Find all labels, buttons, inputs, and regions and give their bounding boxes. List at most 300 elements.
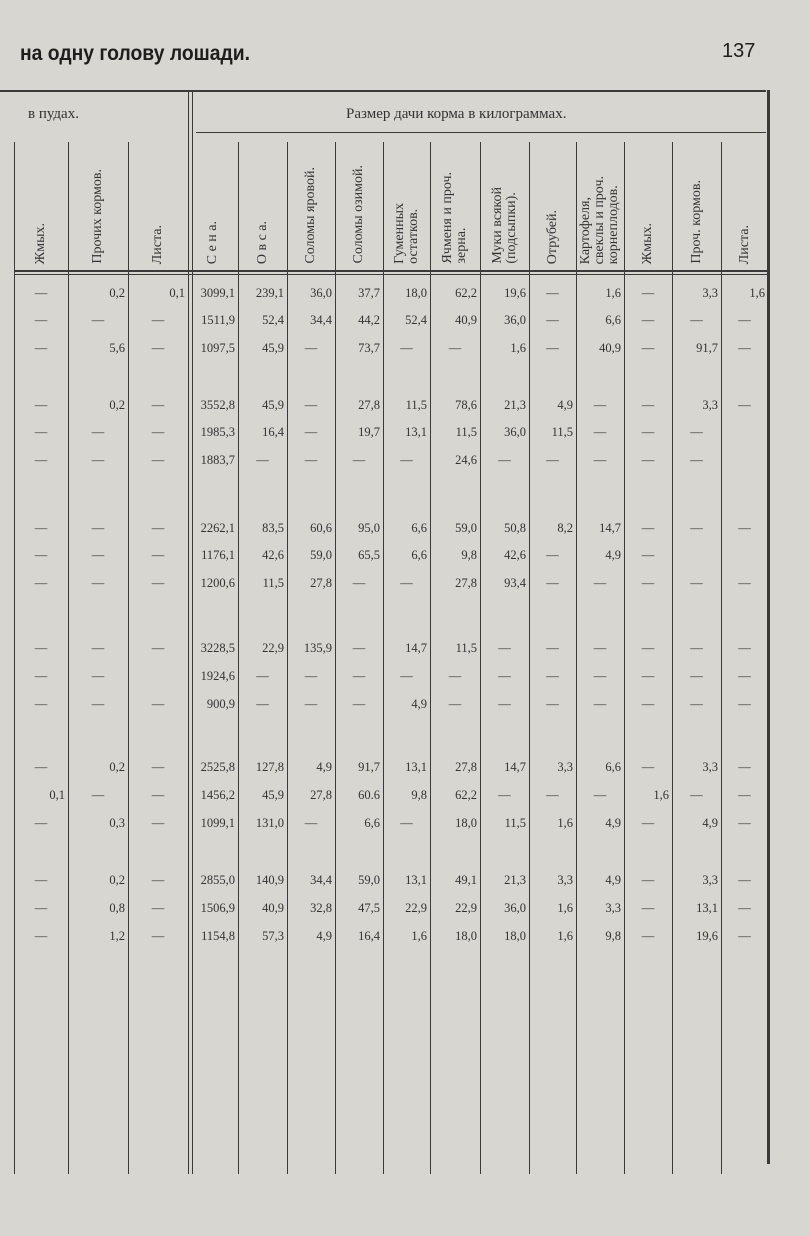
table-cell: — [352,697,366,711]
table-cell: 11,5 [504,816,526,830]
table-cell: 24,6 [455,453,477,467]
table-cell: — [400,453,413,467]
table-cell: 1176,1 [201,548,235,562]
column-header-label: О в с а. [254,220,270,264]
table-cell: — [151,641,165,655]
table-cell: — [34,760,48,774]
table-cell: — [304,816,318,830]
table-cell: — [352,669,366,683]
table-cell: — [256,669,269,683]
table-cell: — [34,521,48,535]
table-cell: — [593,669,607,683]
table-cell: — [641,669,655,683]
table-cell: 22,9 [262,641,284,655]
table-cell: 37,7 [358,286,380,300]
table-cell: 4,9 [702,816,718,830]
table-cell: 19,7 [358,425,380,439]
table-cell: — [151,341,165,355]
table-cell: — [738,873,751,887]
column-header-otrubey [529,136,576,264]
column-header-kartofelya [576,136,624,264]
table-cell: 5,6 [109,341,125,355]
table-cell: — [738,669,751,683]
column-header-label: Прочих кормов. [90,169,105,264]
table-cell: 1456,2 [200,788,235,802]
page-header [0,34,810,74]
table-cell: 6,6 [605,313,621,327]
table-cell: — [546,669,559,683]
table-cell: 65,5 [358,548,380,562]
table-cell: 59,0 [455,521,477,535]
table-cell: — [498,641,511,655]
table-cell: 3,3 [702,286,718,300]
table-cell: 14,7 [405,641,427,655]
table-cell: — [34,929,48,943]
table-cell: — [738,760,751,774]
table-cell: 1511,9 [201,313,235,327]
table-cell: — [151,313,165,327]
table-cell: — [91,669,105,683]
table-cell: — [690,576,703,590]
column-header-label: Ячменя и проч. зерна. [440,172,469,264]
column-header-label: С е н а. [205,220,220,264]
table-cell: 78,6 [455,398,477,412]
table-cell: 34,4 [310,873,332,887]
table-cell: — [151,425,165,439]
column-header-label: Гуменных остатков. [391,203,421,264]
table-cell: — [304,341,318,355]
table-cell: 22,9 [405,901,427,915]
page-number: 137 [722,40,756,62]
table-cell: 40,9 [262,901,284,915]
table-cell: 3,3 [702,760,718,774]
table-cell: 0,2 [109,286,125,300]
table-cell: — [738,576,751,590]
table-cell: — [641,641,655,655]
table-cell: 95,0 [358,521,380,535]
table-cell: 11,5 [262,576,284,590]
table-cell: 52,4 [405,313,427,327]
table-cell: 3228,5 [200,641,235,655]
table-cell: — [641,425,655,439]
table-cell: 3,3 [605,901,621,915]
table-cell: 4,9 [316,760,332,774]
column-header-label: Соломы озимой. [351,165,366,264]
table-cell: — [593,788,607,802]
table-cell: 0,1 [169,286,185,300]
table-cell: — [546,697,559,711]
table-cell: — [738,341,751,355]
table-cell: — [34,398,48,412]
table-cell: — [34,548,48,562]
table-cell: — [738,641,751,655]
table-cell: 1097,5 [200,341,235,355]
table-cell: 27,8 [455,760,477,774]
table-cell: 11,5 [405,398,427,412]
table-cell: — [498,453,511,467]
table-cell: — [34,313,48,327]
table-cell: — [546,548,559,562]
table-cell: 36,0 [504,901,526,915]
table-cell: — [34,341,48,355]
table-cell: 19,6 [696,929,718,943]
column-header-label: Жмых. [33,222,48,264]
table-cell: 239,1 [255,286,284,300]
column-header-muki [480,136,529,264]
table-cell: 6,6 [364,816,380,830]
table-cell: 1,6 [653,788,669,802]
table-cell: — [91,697,105,711]
table-cell: 13,1 [696,901,718,915]
column-header-prochikh_p [68,136,128,264]
table-cell: — [690,641,703,655]
table-cell: 1506,9 [200,901,235,915]
column-header-solomy_yar [287,136,335,264]
table-cell: — [738,697,751,711]
table-cell: — [256,697,269,711]
rule-group-divider [196,132,766,133]
table-cell: 50,8 [504,521,526,535]
group-title-kilograms: Размер дачи корма в килограммах. [346,106,567,122]
table-cell: — [593,697,607,711]
table-cell: 1099,1 [200,816,235,830]
table-cell: — [34,641,48,655]
table-cell: 4,9 [605,816,621,830]
table-cell: 13,1 [405,425,427,439]
table-cell: 44,2 [358,313,380,327]
table-cell: — [690,425,703,439]
table-cell: 1154,8 [201,929,235,943]
table-cell: — [498,788,511,802]
table-cell: 6,6 [411,548,427,562]
table-cell: 22,9 [455,901,477,915]
table-cell: 36,0 [310,286,332,300]
table-cell: — [641,760,655,774]
table-cell: 1,6 [557,901,573,915]
table-cell: 3,3 [557,760,573,774]
table-cell: — [641,313,655,327]
table-cell: 0,2 [109,873,125,887]
table-cell: — [498,669,511,683]
table-cell: 45,9 [262,341,284,355]
column-header-solomy_oz [335,136,383,264]
table-cell: — [304,453,318,467]
table-cell: — [593,398,607,412]
table-cell: 3,3 [702,398,718,412]
column-header-sena [188,136,238,264]
table-cell: 1,6 [411,929,427,943]
table-cell: 18,0 [504,929,526,943]
table-cell: 9,8 [605,929,621,943]
column-header-label: Листа. [150,224,165,264]
table-cell: 0,2 [109,760,125,774]
column-header-lista_p [128,136,188,264]
table-cell: — [593,641,607,655]
table-cell: 131,0 [255,816,284,830]
table-cell: 16,4 [262,425,284,439]
table-cell: — [304,398,318,412]
table-cell: — [151,453,165,467]
column-header-proch_k [672,136,721,264]
table-cell: — [34,453,48,467]
table-cell: 900,9 [206,697,235,711]
table-cell: — [91,788,105,802]
table-cell: — [151,521,165,535]
table-cell: — [641,929,655,943]
table-cell: — [641,873,655,887]
table-cell: 45,9 [262,398,284,412]
table-cell: 1883,7 [200,453,235,467]
table-cell: — [641,398,655,412]
table-cell: 27,8 [310,576,332,590]
table-cell: 1200,6 [200,576,235,590]
table-cell: 1,6 [557,929,573,943]
table-cell: 3099,1 [200,286,235,300]
group-title-poods: в пудах. [28,106,79,122]
table-cell: 13,1 [405,760,427,774]
table-cell: 127,8 [255,760,284,774]
table-cell: 4,9 [605,873,621,887]
table-cell: — [91,453,105,467]
column-header-label: Картофеля, свеклы и проч. корнеплодов. [578,175,621,264]
table-cell: — [690,697,703,711]
table-cell: 0,3 [109,816,125,830]
table-cell: 32,8 [310,901,332,915]
table-cell: 27,8 [310,788,332,802]
table-cell: — [151,816,165,830]
table-cell: — [546,641,559,655]
table-cell: — [91,425,105,439]
table-cell: — [151,398,165,412]
table-cell: 18,0 [405,286,427,300]
table-cell: 59,0 [310,548,332,562]
table-cell: — [34,873,48,887]
table-cell: — [151,929,165,943]
table-cell: 2855,0 [200,873,235,887]
table-cell: 83,5 [262,521,284,535]
table-cell: — [352,453,366,467]
table-cell: — [34,697,48,711]
table-cell: 3,3 [557,873,573,887]
table-cell: 1,6 [749,286,765,300]
table-cell: 16,4 [358,929,380,943]
table-cell: 1,6 [510,341,526,355]
table-cell: 3552,8 [200,398,235,412]
table-cell: 62,2 [455,788,477,802]
table-cell: — [91,576,105,590]
column-header-label: Отрубей. [544,209,560,264]
table-cell: — [641,697,655,711]
table-cell: — [641,901,655,915]
table-cell: 4,9 [557,398,573,412]
table-cell: — [546,576,559,590]
table-cell: 1,2 [109,929,125,943]
table-cell: 52,4 [262,313,284,327]
table-cell: — [738,929,751,943]
table-cell: 135,9 [303,641,332,655]
table-cell: — [641,576,655,590]
table-cell: 9,8 [411,788,427,802]
table-cell: — [400,669,413,683]
column-header-lista_k [721,136,768,264]
table-cell: — [91,548,105,562]
table-cell: 18,0 [455,929,477,943]
table-cell: — [352,641,366,655]
table-cell: 8,2 [557,521,573,535]
table-cell: 14,7 [504,760,526,774]
table-cell: — [593,453,607,467]
table-cell: — [546,453,559,467]
table-cell: — [546,313,559,327]
table-cell: 36,0 [504,313,526,327]
column-header-label: Муки всякой (подсыпки). [489,187,519,264]
table-cell: 11,5 [551,425,573,439]
table-cell: — [690,453,703,467]
table-cell: — [151,901,165,915]
column-header-label: Соломы яровой. [303,167,318,264]
table-cell: — [546,286,559,300]
table-cell: — [738,521,751,535]
table-cell: 21,3 [504,873,526,887]
table-cell: 60,6 [310,521,332,535]
table-cell: — [593,576,607,590]
table-cell: 1924,6 [200,669,235,683]
table-cell: — [738,313,751,327]
table-cell: 2525,8 [200,760,235,774]
table-cell: 6,6 [411,521,427,535]
table-cell: 34,4 [310,313,332,327]
table-cell: 91,7 [358,760,380,774]
table-cell: 42,6 [504,548,526,562]
table-cell: 18,0 [455,816,477,830]
table-cell: — [641,521,655,535]
column-header-zhmykh_p [14,136,68,264]
table-cell: — [498,697,511,711]
table-cell: — [448,341,462,355]
table-cell: — [400,576,413,590]
column-header-label: Проч. кормов. [688,180,704,264]
table-cell: — [34,669,48,683]
table-cell: — [690,313,703,327]
table-cell: 21,3 [504,398,526,412]
column-header-label: Жмых. [640,222,655,264]
table-cell: 4,9 [316,929,332,943]
table-cell: — [546,788,559,802]
table-cell: — [641,341,655,355]
table-cell: — [690,521,703,535]
table-cell: — [151,697,165,711]
table-cell: 2262,1 [200,521,235,535]
running-head: на одну голову лошади. [20,42,250,65]
table-cell: — [738,901,751,915]
table-cell: — [738,816,751,830]
table-cell: — [738,788,751,802]
table-cell: — [304,425,318,439]
table-cell: 0,8 [109,901,125,915]
rule-top [0,90,766,92]
table-cell: — [151,788,165,802]
table-cell: 91,7 [696,341,718,355]
table-cell: 49,1 [455,873,477,887]
table-cell: — [151,576,165,590]
table-cell: 11,5 [455,425,477,439]
column-header-yachmenya [430,136,480,264]
table-cell: 27,8 [455,576,477,590]
table-cell: 140,9 [255,873,284,887]
table-cell: — [91,313,105,327]
table-cell: — [738,398,751,412]
table-cell: — [400,341,413,355]
table-cell: 40,9 [599,341,621,355]
table-cell: 0,1 [49,788,65,802]
table-cell: — [690,788,703,802]
table-cell: 1,6 [557,816,573,830]
column-header-zhmykh_k [624,136,672,264]
table-cell: 0,2 [109,398,125,412]
table-cell: — [304,697,318,711]
table-cell: — [34,816,48,830]
table-cell: — [34,901,48,915]
table-cell: 60.6 [358,788,380,802]
table-cell: 9,8 [461,548,477,562]
table-cell: — [641,453,655,467]
table-cell: 42,6 [262,548,284,562]
table-cell: — [352,576,366,590]
table-cell: 11,5 [455,641,477,655]
table-cell: — [34,425,48,439]
table-cell: 6,6 [605,760,621,774]
table-cell: 36,0 [504,425,526,439]
feed-ration-table [0,88,810,1178]
table-cell: — [641,548,655,562]
table-cell: 57,3 [262,929,284,943]
column-header-ovsa [238,136,287,264]
table-cell: 73,7 [358,341,380,355]
table-cell: — [256,453,269,467]
table-cell: — [151,873,165,887]
table-cell: — [400,816,413,830]
table-cell: 62,2 [455,286,477,300]
table-cell: 93,4 [504,576,526,590]
table-cell: — [34,286,48,300]
table-cell: 47,5 [358,901,380,915]
table-cell: — [91,641,105,655]
table-cell: 27,8 [358,398,380,412]
table-cell: 19,6 [504,286,526,300]
table-cell: — [151,760,165,774]
table-cell: 4,9 [411,697,427,711]
table-cell: — [641,816,655,830]
table-cell: 13,1 [405,873,427,887]
table-cell: — [448,697,462,711]
table-cell: — [690,669,703,683]
table-cell: 40,9 [455,313,477,327]
table-cell: 59,0 [358,873,380,887]
table-cell: 3,3 [702,873,718,887]
table-cell: — [34,576,48,590]
table-cell: 1985,3 [200,425,235,439]
column-header-label: Листа. [736,224,752,264]
table-cell: — [593,425,607,439]
table-cell: — [448,669,462,683]
column-header-gumennykh [383,136,430,264]
table-cell: 45,9 [262,788,284,802]
table-cell: — [91,521,105,535]
table-cell: — [151,548,165,562]
table-cell: — [641,286,655,300]
table-cell: 1,6 [605,286,621,300]
table-cell: 4,9 [605,548,621,562]
